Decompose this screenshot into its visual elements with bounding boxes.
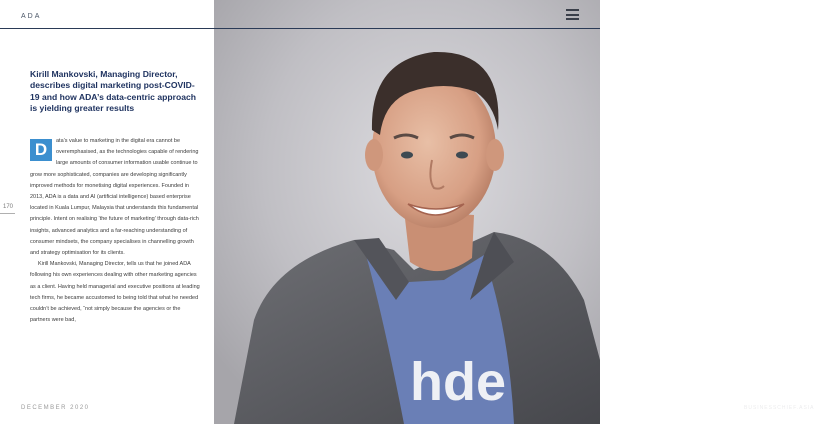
paragraph-2: Kirill Mankovski, Managing Director, tells us that he joined ADA following his own experiences dealing with other marketing agencies as a client. Having held managerial and executive positions at leading tech firms, he became accustomed to being told that what he needed couldn’t be achieved, “not simply because the agencies or the partners were bad, <box>30 261 200 324</box>
article-headline: Kirill Mankovski, Managing Director, describes digital marketing post-COVID-19 and how ADA’s data-centric approach is yielding greater results <box>30 69 197 114</box>
portrait-illustration <box>214 0 600 424</box>
left-ear <box>365 139 383 171</box>
drop-cap: D <box>30 139 52 161</box>
shirt-print: hde <box>410 352 507 412</box>
right-eye <box>456 152 468 159</box>
hamburger-menu-icon[interactable] <box>566 9 579 20</box>
paragraph-1-text: ata’s value to marketing in the digital era cannot be overemphasised, as the technologies capable of rendering large amounts of consumer information usable continue to grow more sophisticated, companies are developing significantly improved methods for monetising digital experiences. Founded in 2013, ADA is a data and AI (artificial intelligence) based enterprise located in Kuala Lumpur, Malaysia that understands this fundamental principle. Intent on realising ‘the future of marketing’ through data-rich insights, advanced analytics and a far-reaching understanding of consumer mindsets, the company specialises in channelling growth and strategy optimisation for its clients. <box>30 138 199 257</box>
top-divider <box>0 28 600 29</box>
article-body <box>30 136 200 326</box>
brand-label: ADA <box>21 13 42 20</box>
menu-bar <box>566 18 579 20</box>
left-page <box>0 0 214 424</box>
footer-date: DECEMBER 2020 <box>21 405 90 411</box>
paragraph-1 <box>30 136 200 259</box>
page-number-divider <box>0 213 15 214</box>
right-ear <box>486 139 504 171</box>
left-eye <box>401 152 413 159</box>
menu-bar <box>566 9 579 11</box>
footer-publication: BUSINESSCHIEF.ASIA <box>744 405 815 411</box>
menu-bar <box>566 14 579 16</box>
page-number: 170 <box>3 204 14 210</box>
portrait-photo <box>214 0 815 424</box>
